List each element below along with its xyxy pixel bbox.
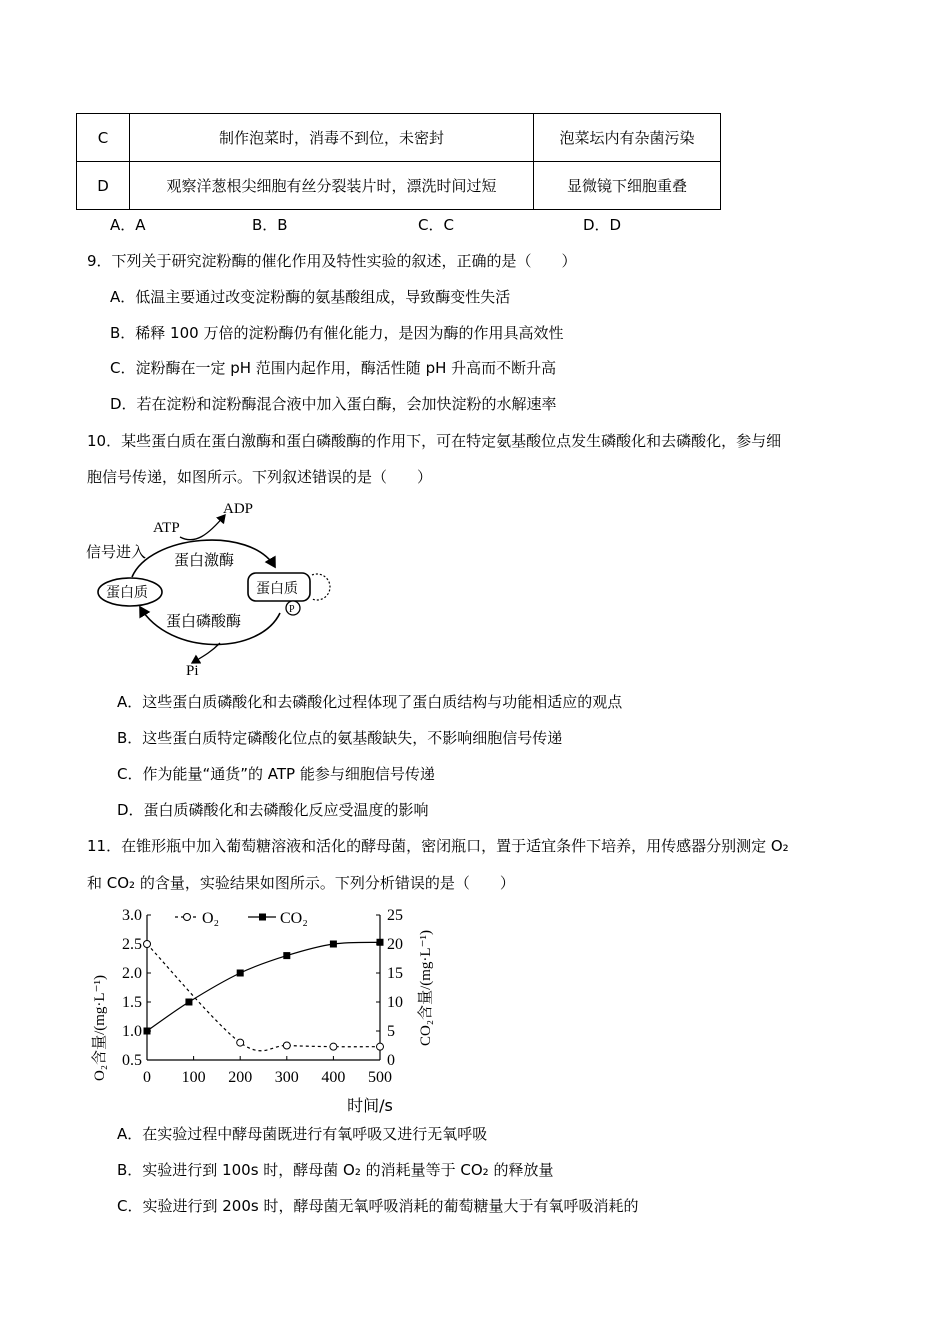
- row-label: C: [77, 114, 130, 162]
- y-right-tick-label: 5: [387, 1023, 395, 1040]
- x-tick-label: 0: [143, 1069, 151, 1086]
- pi-arrow: [192, 643, 220, 663]
- co2-data-point: [144, 1028, 151, 1035]
- q10-option-a: A．这些蛋白质磷酸化和去磷酸化过程体现了蛋白质结构与功能相适应的观点: [117, 693, 623, 711]
- q11-option-b: B．实验进行到 100s 时，酵母菌 O₂ 的消耗量等于 CO₂ 的释放量: [117, 1161, 554, 1179]
- q8-option-b: B．B: [252, 216, 288, 234]
- q11-stem-line1: 11．在锥形瓶中加入葡萄糖溶液和活化的酵母菌，密闭瓶口，置于适宜条件下培养，用传感器分别测定 O₂: [87, 837, 789, 855]
- legend-co2-marker: [259, 914, 266, 921]
- kinase-label: 蛋白激酶: [174, 551, 235, 569]
- co2-series-line: [147, 942, 380, 1031]
- y-right-tick-label: 15: [387, 965, 403, 982]
- o2-series-line: [147, 944, 380, 1051]
- co2-data-point: [237, 970, 244, 977]
- y-right-tick-label: 20: [387, 936, 403, 953]
- y-left-tick-label: 0.5: [122, 1052, 142, 1069]
- phosphorylation-diagram: [80, 495, 350, 680]
- protein-left-label: 蛋白质: [106, 585, 148, 601]
- q8-option-c: C．C: [418, 216, 454, 234]
- q9-option-c: C．淀粉酶在一定 pH 范围内起作用，酶活性随 pH 升高而不断升高: [110, 359, 557, 377]
- chart-axes: [147, 915, 380, 1060]
- row-operation: 制作泡菜时，消毒不到位，未密封: [130, 114, 534, 162]
- q10-stem-line2: 胞信号传递，如图所示。下列叙述错误的是（ ）: [87, 468, 433, 486]
- activity-glow-icon: [312, 574, 330, 600]
- table-row: [77, 162, 721, 210]
- x-tick-label: 200: [228, 1069, 253, 1086]
- co2-data-point: [330, 941, 337, 948]
- o2-data-point: [237, 1039, 244, 1046]
- signal-label: 信号进入: [86, 543, 147, 561]
- q9-option-a: A．低温主要通过改变淀粉酶的氨基酸组成，导致酶变性失活: [110, 288, 511, 306]
- y-right-tick-label: 10: [387, 994, 403, 1011]
- atp-adp-arrow: [180, 515, 225, 540]
- q8-option-d: D．D: [583, 216, 622, 234]
- q11-option-c: C．实验进行到 200s 时，酵母菌无氧呼吸消耗的葡萄糖量大于有氧呼吸消耗的: [117, 1197, 639, 1215]
- phosphatase-label: 蛋白磷酸酶: [166, 612, 242, 630]
- protein-right-label: 蛋白质: [256, 581, 298, 597]
- x-tick-label: 100: [181, 1069, 206, 1086]
- y-axis-right-label: CO₂含量/(mg·L⁻¹): [418, 930, 434, 1046]
- y-left-tick-label: 2.0: [122, 965, 142, 982]
- q11-stem-line2: 和 CO₂ 的含量，实验结果如图所示。下列分析错误的是（ ）: [87, 874, 515, 892]
- x-tick-label: 300: [274, 1069, 299, 1086]
- pi-label: Pi: [186, 663, 199, 679]
- co2-data-point: [377, 939, 384, 946]
- row-operation: 观察洋葱根尖细胞有丝分裂装片时，漂洗时间过短: [130, 162, 534, 210]
- y-left-tick-label: 1.5: [122, 994, 142, 1011]
- x-tick-label: 400: [321, 1069, 346, 1086]
- x-axis-label: 时间/s: [347, 1096, 393, 1113]
- row-result: 显微镜下细胞重叠: [534, 162, 721, 210]
- respiration-chart: [80, 898, 450, 1113]
- adp-label: ADP: [223, 501, 254, 517]
- q9-stem: 9．下列关于研究淀粉酶的催化作用及特性实验的叙述，正确的是（ ）: [87, 252, 577, 270]
- o2-data-point: [144, 941, 151, 948]
- y-left-tick-label: 3.0: [122, 907, 142, 924]
- x-tick-label: 500: [368, 1069, 392, 1086]
- q10-option-d: D．蛋白质磷酸化和去磷酸化反应受温度的影响: [117, 801, 429, 819]
- q8-option-a: A．A: [110, 216, 146, 234]
- q9-option-d: D．若在淀粉和淀粉酶混合液中加入蛋白酶，会加快淀粉的水解速率: [110, 395, 557, 413]
- q10-stem-line1: 10．某些蛋白质在蛋白激酶和蛋白磷酸酶的作用下，可在特定氨基酸位点发生磷酸化和去磷酸化，参与细: [87, 432, 782, 450]
- y-right-tick-label: 25: [387, 907, 403, 924]
- q11-option-a: A．在实验过程中酵母菌既进行有氧呼吸又进行无氧呼吸: [117, 1125, 488, 1143]
- o2-data-point: [330, 1043, 337, 1050]
- y-left-tick-label: 2.5: [122, 936, 142, 953]
- legend-co2-label: CO₂: [280, 910, 308, 927]
- legend-o2-marker: [184, 914, 191, 921]
- y-right-tick-label: 0: [387, 1052, 395, 1069]
- atp-label: ATP: [153, 520, 180, 536]
- q9-option-b: B．稀释 100 万倍的淀粉酶仍有催化能力，是因为酶的作用具高效性: [110, 324, 564, 342]
- y-left-tick-label: 1.0: [122, 1023, 142, 1040]
- p-label: P: [289, 604, 295, 615]
- row-label: D: [77, 162, 130, 210]
- co2-data-point: [185, 999, 192, 1006]
- y-axis-left-label: O₂含量/(mg·L⁻¹): [92, 975, 108, 1081]
- row-result: 泡菜坛内有杂菌污染: [534, 114, 721, 162]
- legend-o2-label: O₂: [202, 910, 220, 927]
- chart-legend: [175, 910, 308, 927]
- options-table: [76, 113, 721, 210]
- table-row: [77, 114, 721, 162]
- o2-data-point: [283, 1042, 290, 1049]
- q10-option-b: B．这些蛋白质特定磷酸化位点的氨基酸缺失，不影响细胞信号传递: [117, 729, 563, 747]
- co2-data-point: [283, 952, 290, 959]
- o2-data-point: [377, 1043, 384, 1050]
- q10-option-c: C．作为能量“通货”的 ATP 能参与细胞信号传递: [117, 765, 435, 783]
